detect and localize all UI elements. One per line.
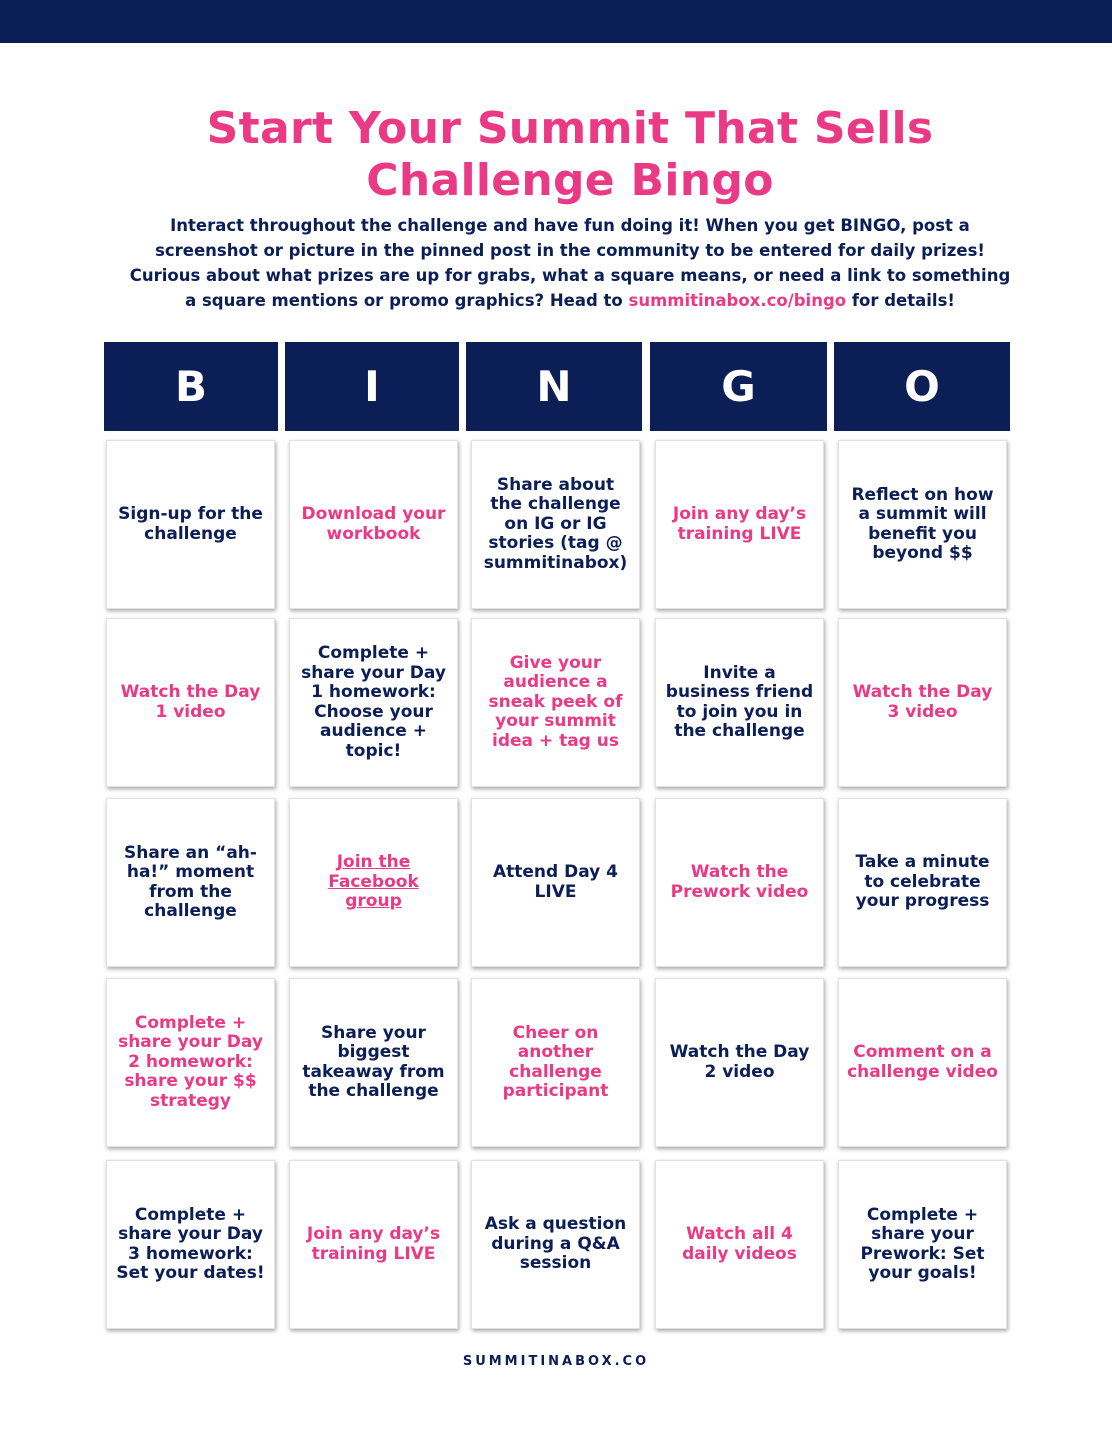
bingo-square-text: Complete + share your Prework: Set your goals! <box>860 1204 985 1283</box>
title-line-2: Challenge Bingo <box>366 155 774 206</box>
bingo-square-text: Join any day’s training LIVE <box>672 504 807 544</box>
bingo-square <box>471 618 640 787</box>
bingo-square <box>655 440 824 609</box>
bingo-square-text: Watch the Prework video <box>670 862 809 902</box>
bingo-square <box>838 618 1007 787</box>
bingo-square <box>106 798 275 967</box>
bingo-square <box>838 978 1007 1147</box>
title-line-1: Start Your Summit That Sells <box>206 103 934 154</box>
bingo-square-text: Watch the Day 1 video <box>120 682 261 722</box>
bingo-square <box>106 618 275 787</box>
intro-line-4 <box>90 288 1050 313</box>
intro-line-3: Curious about what prizes are up for grabs, what a square means, or need a link to something <box>129 266 1011 285</box>
bingo-square-text: Reflect on how a summit will benefit you beyond $$ <box>851 484 994 563</box>
bingo-square <box>106 440 275 609</box>
header-letter-n: N <box>466 342 642 431</box>
bingo-square[interactable] <box>289 798 458 967</box>
bingo-square-text: Watch the Day 3 video <box>852 682 993 722</box>
intro-line-4-after: for details! <box>846 291 955 310</box>
bingo-square <box>289 1160 458 1329</box>
page-title <box>100 103 1040 207</box>
top-banner <box>0 0 1112 43</box>
bingo-square <box>471 798 640 967</box>
bingo-square-text: Attend Day 4 LIVE <box>492 862 619 902</box>
header-letter-i: I <box>285 342 459 431</box>
intro-line-2: screenshot or picture in the pinned post in the community to be entered for daily prizes! <box>155 241 985 260</box>
bingo-square <box>289 978 458 1147</box>
header-letter-o: O <box>834 342 1010 431</box>
bingo-square <box>106 1160 275 1329</box>
bingo-square-text: Complete + share your Day 1 homework: Choose your audience + topic! <box>301 643 446 761</box>
bingo-square-text: Take a minute to celebrate your progress <box>855 852 990 912</box>
bingo-square <box>655 1160 824 1329</box>
bingo-square <box>655 798 824 967</box>
bingo-square <box>471 978 640 1147</box>
footer-site: SUMMITINABOX.CO <box>462 1354 650 1369</box>
intro-line-4-before: a square mentions or promo graphics? Head to <box>185 291 629 310</box>
bingo-square <box>838 1160 1007 1329</box>
bingo-square-text: Complete + share your Day 2 homework: share your $$ strategy <box>118 1012 263 1111</box>
bingo-square-text: Comment on a challenge video <box>847 1042 998 1082</box>
bingo-square-text: Join any day’s training LIVE <box>306 1224 441 1264</box>
bingo-square-text: Cheer on another challenge participant <box>502 1022 609 1101</box>
bingo-square-text: Sign-up for the challenge <box>118 504 263 544</box>
intro-text <box>90 213 1050 313</box>
bingo-square-text: Watch all 4 daily videos <box>682 1224 797 1264</box>
bingo-details-link[interactable]: summitinabox.co/bingo <box>628 291 847 310</box>
bingo-square-text: Invite a business friend to join you in the challenge <box>665 662 814 741</box>
bingo-square <box>655 978 824 1147</box>
bingo-square-text: Watch the Day 2 video <box>669 1042 810 1082</box>
bingo-square <box>471 440 640 609</box>
bingo-square <box>838 798 1007 967</box>
bingo-square <box>289 618 458 787</box>
bingo-square-text: Share your biggest takeaway from the challenge <box>302 1022 445 1101</box>
header-letter-g: G <box>650 342 827 431</box>
bingo-square <box>106 978 275 1147</box>
header-letter-b: B <box>104 342 278 431</box>
bingo-square <box>655 618 824 787</box>
bingo-square-text[interactable]: Join the Facebook group <box>328 852 419 912</box>
bingo-square-text: Share about the challenge on IG or IG stories (tag @ summitinabox) <box>483 474 628 573</box>
bingo-square <box>471 1160 640 1329</box>
bingo-square-text: Give your audience a sneak peek of your summit idea + tag us <box>488 652 623 751</box>
bingo-square <box>838 440 1007 609</box>
bingo-square-text: Share an “ah-ha!” moment from the challenge <box>124 842 257 921</box>
bingo-square <box>289 440 458 609</box>
bingo-square-text: Download your workbook <box>301 504 446 544</box>
bingo-square-text: Ask a question during a Q&A session <box>484 1214 627 1274</box>
intro-line-1: Interact throughout the challenge and have fun doing it! When you get BINGO, post a <box>170 216 970 235</box>
bingo-square-text: Complete + share your Day 3 homework: Set your dates! <box>116 1204 265 1283</box>
